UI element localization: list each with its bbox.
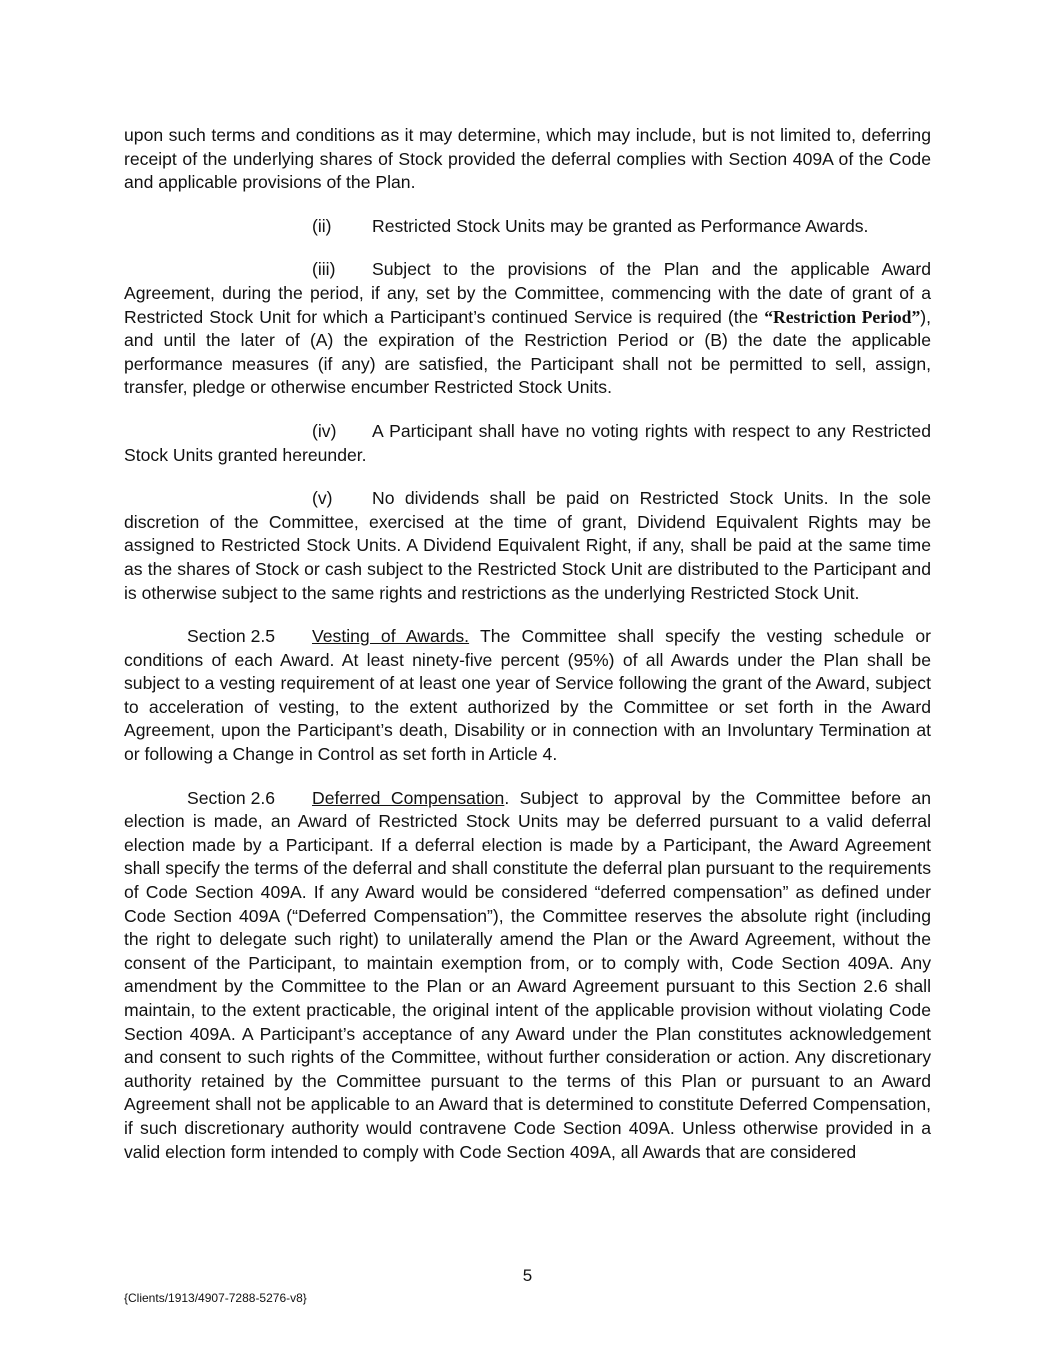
defined-term: “Restriction Period”: [764, 306, 921, 327]
paragraph-continuation: upon such terms and conditions as it may determine, which may include, but is not limited to, deferring receipt of the underlying shares of Stock provided the deferral complies with Section 409A of the Code and applicable provisions of the Plan.: [124, 125, 931, 193]
section-title: Vesting of Awards.: [312, 626, 470, 647]
section-2-6: [124, 787, 931, 1165]
clause-text: Restricted Stock Units may be granted as Performance Awards.: [372, 215, 869, 236]
clause-text: A Participant shall have no voting rights with respect to any Restricted Stock Units granted hereunder.: [124, 420, 931, 465]
clause-iii: [124, 258, 931, 400]
section-text: The Committee shall specify the vesting schedule or conditions of each Award. At least ninety-five percent (95%) of all Awards under the Plan shall be subject to a vesting requirement of at least one year of Service following the grant of the Award, subject to acceleration of vesting, to the extent authorized by the Committee or set forth in the Award Agreement, upon the Participant’s death, Disability or in connection with an Involuntary Termination at or following a Change in Control as set forth in Article 4.: [124, 626, 932, 765]
body-text: [124, 124, 931, 1184]
section-title: Deferred Compensation: [312, 787, 505, 808]
clause-v: [124, 487, 931, 605]
clause-iv: [124, 420, 931, 467]
section-number: Section 2.5: [187, 626, 276, 647]
clause-text: Subject to the provisions of the Plan and the applicable Award Agreement, during the period, if any, set by the Committee, commencing with the date of grant of a Restricted Stock Unit for which a Participant’s continued Service is required (the: [124, 259, 931, 327]
clause-number: (v): [312, 488, 333, 509]
clause-text: No dividends shall be paid on Restricted Stock Units. In the sole discretion of the Committee, exercised at the time of grant, Dividend Equivalent Rights may be assigned to Restricted Stock Units. A Dividend Equivalent Right, if any, shall be paid at the same time as the shares of Stock or cash subject to the Restricted Stock Unit are distributed to the Participant and is otherwise subject to the same rights and restrictions as the underlying Restricted Stock Unit.: [124, 488, 931, 603]
clause-ii: [124, 215, 931, 239]
document-id-footer: {Clients/1913/4907-7288-5276-v8}: [124, 1291, 307, 1305]
section-text: . Subject to approval by the Committee before an election is made, an Award of Restricted Stock Units may be deferred pursuant to a valid deferral election made by a Participant. If a deferral election is made by a Participant, the Award Agreement shall specify the terms of the deferral and shall constitute the deferral plan pursuant to the requirements of Code Section 409A. If any Award would be considered “deferred compensation” as defined under Code Section 409A (“Deferred Compensation”), the Committee reserves the absolute right (including the right to delegate such right) to unilaterally amend the Plan or the Award Agreement, without the consent of the Participant, to maintain exemption from, or to comply with, Code Section 409A. Any amendment by the Committee to the Plan or an Award Agreement pursuant to this Section 2.6 shall maintain, to the extent practicable, the original intent of the applicable provision without violating Code Section 409A. A Participant’s acceptance of any Award under the Plan constitutes acknowledgement and consent to such rights of the Committee, without further consideration or action. Any discretionary authority retained by the Committee pursuant to the terms of this Plan or pursuant to an Award Agreement shall not be applicable to an Award that is determined to constitute Deferred Compensation, if such discretionary authority would contravene Code Section 409A. Unless otherwise provided in a valid election form intended to comply with Code Section 409A, all Awards that are considered: [124, 787, 931, 1162]
clause-number: (ii): [312, 215, 332, 236]
clause-number: (iv): [312, 420, 337, 441]
page-number: 5: [522, 1266, 533, 1285]
clause-number: (iii): [312, 259, 336, 280]
section-2-5: [124, 625, 931, 767]
section-number: Section 2.6: [187, 787, 276, 808]
clause-text: ), and until the later of (A) the expiration of the Restriction Period or (B) the date the applicable performance measures (if any) are satisfied, the Participant shall not be permitted to sell, assign, transfer, pledge or otherwise encumber Restricted Stock Units.: [124, 306, 931, 398]
